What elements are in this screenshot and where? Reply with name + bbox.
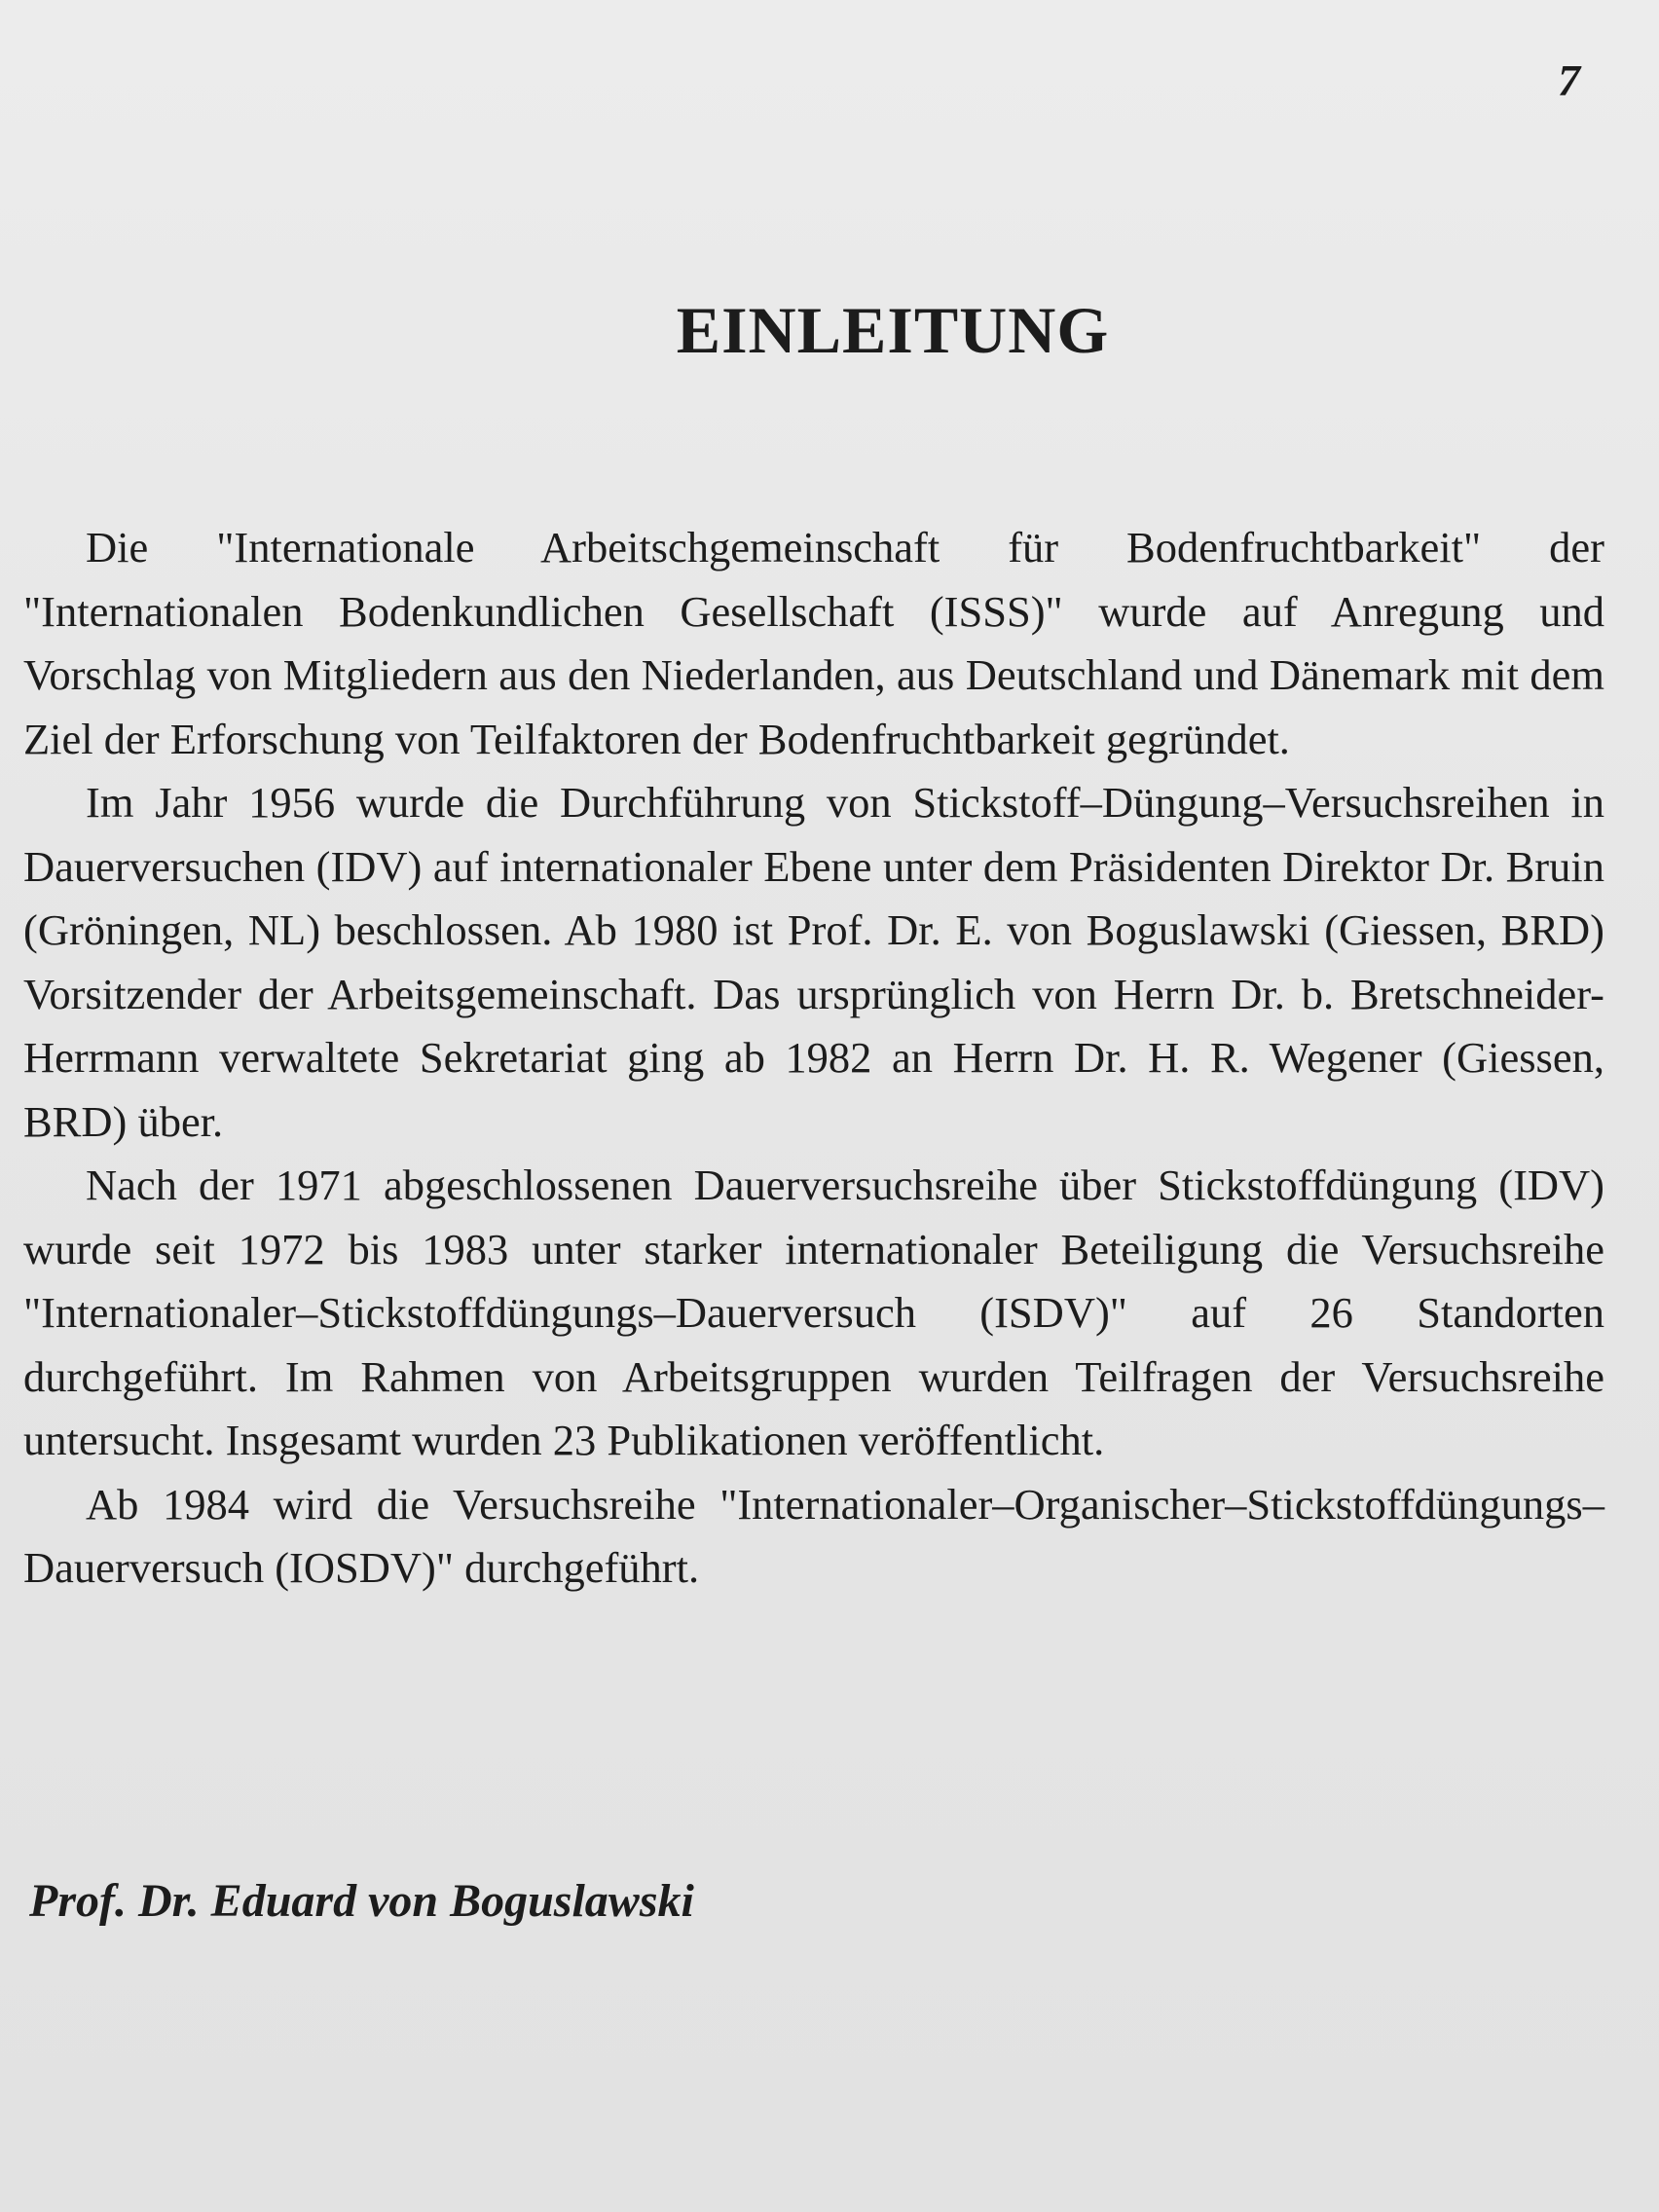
paragraph: Ab 1984 wird die Versuchsreihe "Internationaler–Organischer–Stickstoffdüngungs–Dauerversuch (IOSDV)" durchgeführt. (23, 1479, 1604, 1592)
page-number: 7 (1558, 55, 1580, 105)
introduction-text (23, 516, 1604, 1601)
paragraph: Nach der 1971 abgeschlossenen Dauerversuchsreihe über Stickstoffdüngung (IDV) wurde seit 1972 bis 1983 unter starker internationaler Beteiligung die Versuchsreihe "Internationaler–Stickstoffdüngungs–Dauerversuch (ISDV)" auf 26 Standorten durchgeführt. Im Rahmen von Arbeitsgruppen wurden Teilfragen der Versuchsreihe untersucht. Insgesamt wurden 23 Publikationen veröffentlicht. (23, 1161, 1604, 1464)
author-signature: Prof. Dr. Eduard von Boguslawski (29, 1875, 694, 1927)
page-title: EINLEITUNG (676, 293, 1110, 367)
paragraph: Im Jahr 1956 wurde die Durchführung von Stickstoff–Düngung–Versuchsreihen in Dauerversuchen (IDV) auf internationaler Ebene unter dem Präsidenten Direktor Dr. Bruin (Gröningen, NL) beschlossen. Ab 1980 ist Prof. Dr. E. von Boguslawski (Giessen, BRD) Vorsitzender der Arbeitsgemeinschaft. Das ursprünglich von Herrn Dr. b. Bretschneider-Herrmann verwaltete Sekretariat ging ab 1982 an Herrn Dr. H. R. Wegener (Giessen, BRD) über. (23, 778, 1604, 1146)
paragraph: Die "Internationale Arbeitschgemeinschaft für Bodenfruchtbarkeit" der "Internationalen Bodenkundlichen Gesellschaft (ISSS)" wurde auf Anregung und Vorschlag von Mitgliedern aus den Niederlanden, aus Deutschland und Dänemark mit dem Ziel der Erforschung von Teilfaktoren der Bodenfruchtbarkeit gegründet. (23, 523, 1604, 763)
